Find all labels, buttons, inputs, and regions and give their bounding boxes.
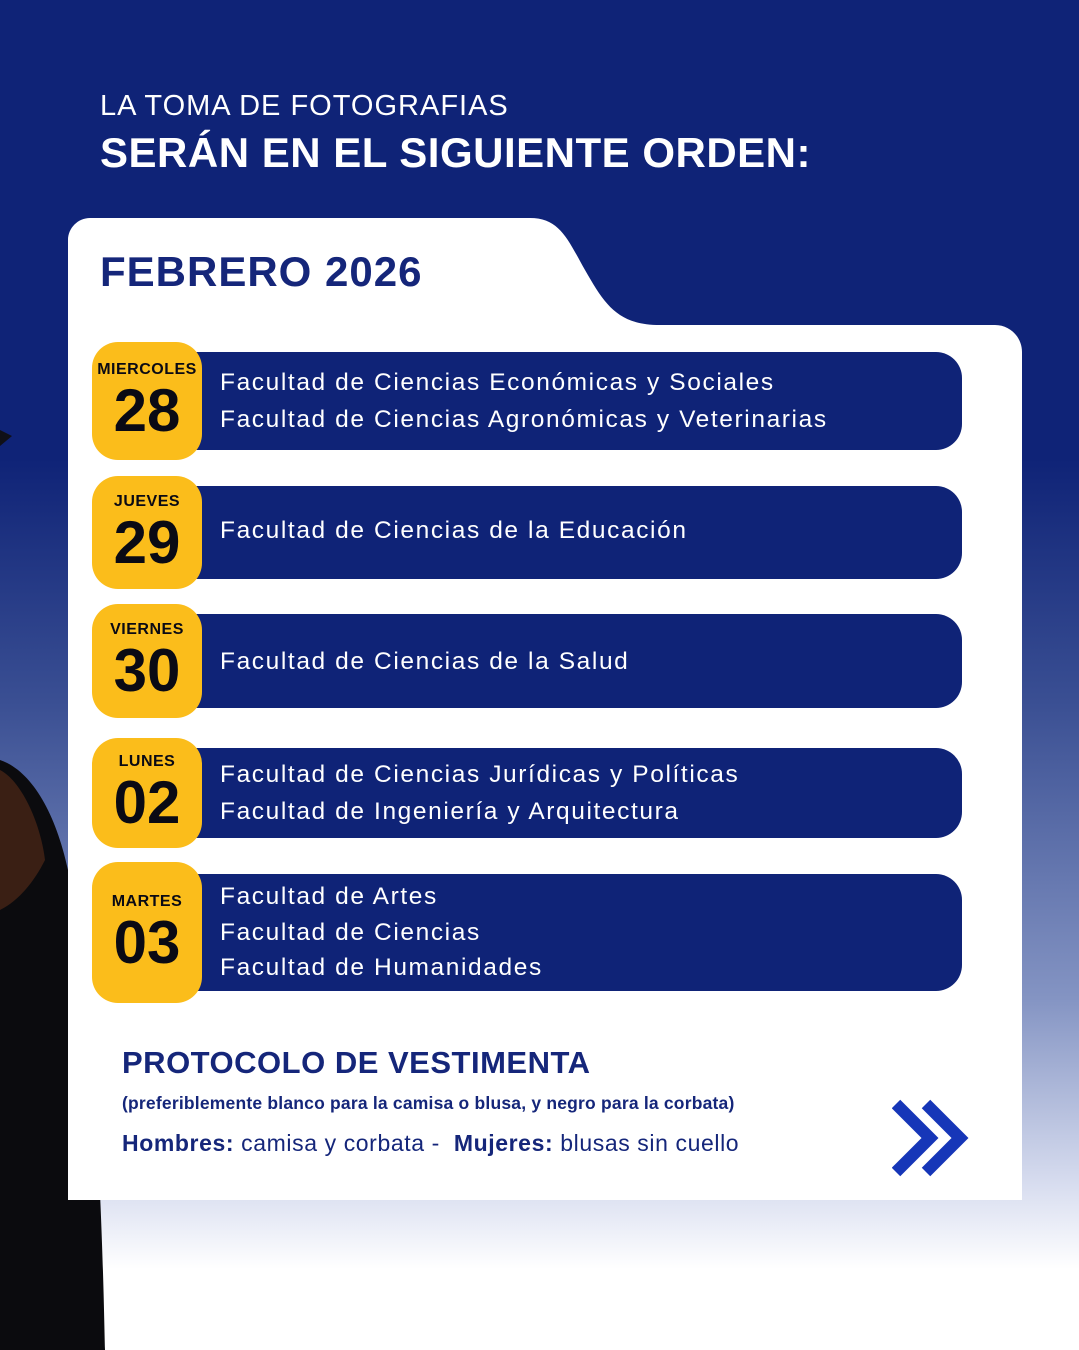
badge-weekday: JUEVES: [113, 492, 181, 510]
protocol-title: PROTOCOLO DE VESTIMENTA: [122, 1045, 591, 1080]
women-label: Mujeres:: [453, 1130, 554, 1156]
protocol-note: (preferiblemente blanco para la camisa o blusa, y negro para la corbata): [122, 1093, 735, 1113]
badge-weekday: MARTES: [111, 892, 183, 910]
schedule-row: [92, 614, 962, 708]
women-text: blusas sin cuello: [560, 1130, 740, 1156]
faculty-list: [220, 352, 828, 450]
faculty-name: Facultad de Ingeniería y Arquitectura: [220, 798, 680, 825]
men-text: camisa y corbata -: [241, 1130, 440, 1156]
badge-day-number: 28: [113, 377, 181, 444]
heading-title: SERÁN EN EL SIGUIENTE ORDEN:: [100, 129, 811, 176]
faculty-name: Facultad de Ciencias de la Educación: [220, 517, 688, 544]
badge-weekday: LUNES: [118, 753, 176, 770]
faculty-list: [220, 748, 739, 838]
schedule-row: [92, 486, 962, 579]
date-badge: [92, 476, 202, 589]
badge-day-number: 02: [113, 769, 181, 836]
schedule-row: [92, 874, 962, 991]
protocol-dress-code: [122, 1130, 739, 1157]
faculty-name: Facultad de Ciencias Jurídicas y Políticas: [220, 761, 740, 788]
date-badge: [92, 738, 202, 848]
badge-day-number: 30: [113, 637, 181, 704]
date-badge: [92, 862, 202, 1003]
men-label: Hombres:: [122, 1130, 235, 1156]
faculty-name: Facultad de Ciencias: [220, 918, 481, 946]
badge-day-number: 29: [113, 508, 181, 576]
heading-subtitle: LA TOMA DE FOTOGRAFIAS: [100, 90, 509, 122]
faculty-name: Facultad de Ciencias de la Salud: [220, 647, 630, 675]
faculty-name: Facultad de Ciencias Económicas y Sociales: [220, 369, 775, 396]
date-badge: [92, 604, 202, 718]
month-title: FEBRERO 2026: [100, 248, 423, 295]
double-chevron-right-icon[interactable]: [892, 1096, 972, 1180]
date-badge: [92, 342, 202, 460]
faculty-list: [220, 614, 629, 708]
schedule-row: [92, 352, 962, 450]
schedule-row: [92, 748, 962, 838]
dress-protocol: [122, 1045, 739, 1157]
faculty-list: [220, 486, 688, 579]
faculty-name: Facultad de Ciencias Agronómicas y Veterinarias: [220, 406, 828, 433]
badge-weekday: VIERNES: [110, 621, 184, 638]
faculty-name: Facultad de Humanidades: [220, 954, 543, 982]
badge-day-number: 03: [113, 908, 181, 976]
faculty-name: Facultad de Artes: [220, 883, 438, 911]
badge-weekday: MIERCOLES: [97, 361, 197, 378]
faculty-list: [220, 874, 543, 991]
